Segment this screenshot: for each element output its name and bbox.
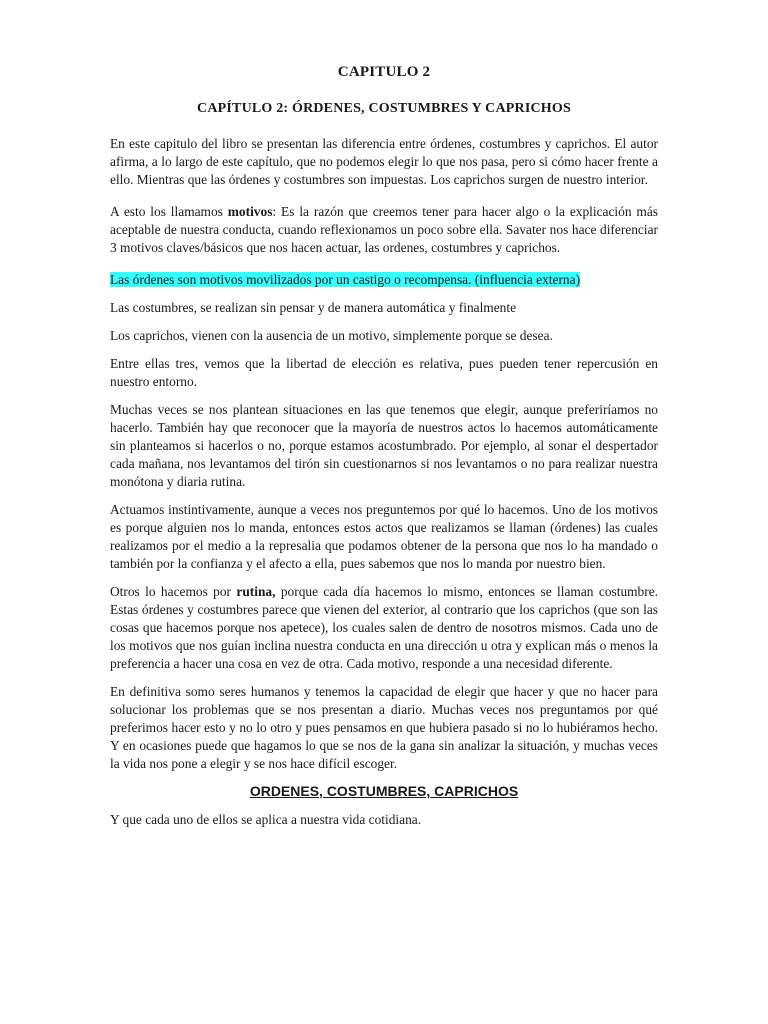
rutina-bold-term: rutina, [236,584,276,599]
paragraph-closing: Y que cada uno de ellos se aplica a nuestra vida cotidiana. [110,812,422,827]
paragraph-rutina [110,583,658,673]
motivos-lead-text: A esto los llamamos [110,204,228,219]
document-title: CAPITULO 2 [337,64,431,80]
paragraph-situaciones: Muchas veces se nos plantean situaciones en las que tenemos que elegir, aunque preferiríamos no hacerlo. También hay que reconocer que la mayoría de nuestros actos lo hacemos automáticamente sin planteamos si hacerlos o no, porque estamos acostumbrado. Por ejemplo, al sonar el despertador cada mañana, nos levantamos del tirón sin cuestionarnos si nos levantamos o no para realizar nuestra monótona y diaria rutina. [110,402,658,489]
highlighted-text: Las órdenes son motivos movilizados por un castigo o recompensa. (influencia externa) [110,272,581,287]
subheading: ORDENES, COSTUMBRES, CAPRICHOS [249,783,519,799]
paragraph-costumbres: Las costumbres, se realizan sin pensar y de manera automática y finalmente [110,300,517,315]
paragraph-libertad: Entre ellas tres, vemos que la libertad de elección es relativa, pues pueden tener repercusión en nuestro entorno. [110,356,658,389]
paragraph-ordenes-highlight [110,271,658,289]
chapter-heading: CAPÍTULO 2: ÓRDENES, COSTUMBRES Y CAPRICHOS [197,101,571,116]
paragraph-definitiva: En definitiva somo seres humanos y tenemos la capacidad de elegir que hacer y que no hacer para solucionar los problemas que se nos presentan a diario. Muchas veces nos preguntamos por qué preferimos hacer esto y no lo otro y pues pensamos en que hubiera pasado si no lo hubiéramos hecho. Y en ocasiones puede que hagamos lo que se nos de la gana sin analizar la situación, y muchas veces la vida nos pone a elegir y se nos hace difícil escoger. [110,684,658,771]
motivos-bold-term: motivos [227,204,273,219]
rutina-lead-text: Otros lo hacemos por [110,584,237,599]
rutina-rest-text: porque cada día hacemos lo mismo, entonces se llaman costumbre. Estas órdenes y costumbres parece que vienen del exterior, al contrario que los caprichos (que son las cosas que hacemos porque nos apetece), los cuales salen de dentro de nosotros mismos. Cada uno de los motivos que nos guían inclina nuestra conducta en una dirección u otra y explican más o menos la preferencia a hacer una cosa en vez de otra. Cada motivo, responde a una necesidad diferente. [110,584,658,671]
paragraph-instintivamente: Actuamos instintivamente, aunque a veces nos preguntemos por qué lo hacemos. Uno de los motivos es porque alguien nos lo manda, entonces estos actos que realizamos se llaman (órdenes) las cuales realizamos por el medio a la represalia que podamos obtener de la persona que nos lo ha mandado o también por la confianza y el afecto a ella, pues sabemos que nos lo manda por nuestro bien. [110,502,658,571]
document-page [110,64,658,839]
motivos-rest-text: : Es la razón que creemos tener para hacer algo o la explicación más aceptable de nuestra conducta, cuando reflexionamos un poco sobre ella. Savater nos hace diferenciar 3 motivos claves/básicos que nos hacen actuar, las ordenes, costumbres y caprichos. [110,204,658,255]
paragraph-motivos [110,203,658,257]
paragraph-caprichos: Los caprichos, vienen con la ausencia de un motivo, simplemente porque se desea. [110,328,553,343]
paragraph-intro: En este capitulo del libro se presentan las diferencia entre órdenes, costumbres y caprichos. El autor afirma, a lo largo de este capítulo, que no podemos elegir lo que nos pasa, pero si cómo hacer frente a ello. Mientras que las órdenes y costumbres son impuestas. Los caprichos surgen de nuestro interior. [110,136,658,187]
